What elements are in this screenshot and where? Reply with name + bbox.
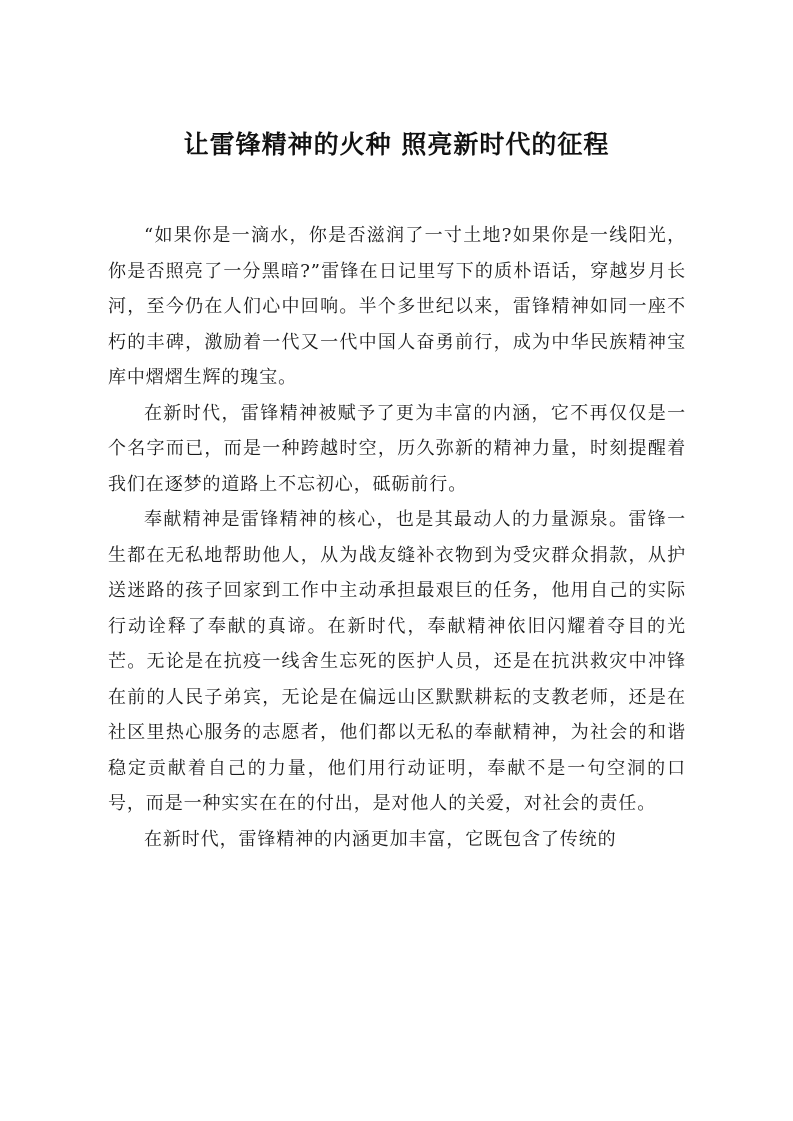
document-body: [108, 218, 686, 857]
paragraph-3: 奉献精神是雷锋精神的核心，也是其最动人的力量源泉。雷锋一生都在无私地帮助他人，从为战友缝补衣物到为受灾群众捐款，从护送迷路的孩子回家到工作中主动承担最艰巨的任务，他用自己的实际行动诠释了奉献的真谛。在新时代，奉献精神依旧闪耀着夺目的光芒。无论是在抗疫一线舍生忘死的医护人员，还是在抗洪救灾中冲锋在前的人民子弟宾，无论是在偏远山区默默耕耘的支教老师，还是在社区里热心服务的志愿者，他们都以无私的奉献精神，为社会的和谐稳定贡献着自己的力量，他们用行动证明，奉献不是一句空洞的口号，而是一种实实在在的付出，是对他人的关爱，对社会的责任。: [108, 509, 686, 814]
document-title: 让雷锋精神的火种 照亮新时代的征程: [183, 129, 610, 159]
paragraph-2: 在新时代，雷锋精神被赋予了更为丰富的内涵，它不再仅仅是一个名字而已，而是一种跨越时空，历久弥新的精神力量，时刻提醒着我们在逐梦的道路上不忘初心，砥砺前行。: [108, 402, 686, 495]
paragraph-4: 在新时代，雷锋精神的内涵更加丰富，它既包含了传统的: [144, 828, 617, 850]
paragraph-1: “如果你是一滴水，你是否滋润了一寸土地?如果你是一线阳光，你是否照亮了一分黑暗?”雷锋在日记里写下的质朴语话，穿越岁月长河，至今仍在人们心中回响。半个多世纪以来，雷锋精神如同一座不朽的丰碑，激励着一代又一代中国人奋勇前行，成为中华民族精神宝库中熠熠生辉的瑰宝。: [108, 225, 686, 388]
